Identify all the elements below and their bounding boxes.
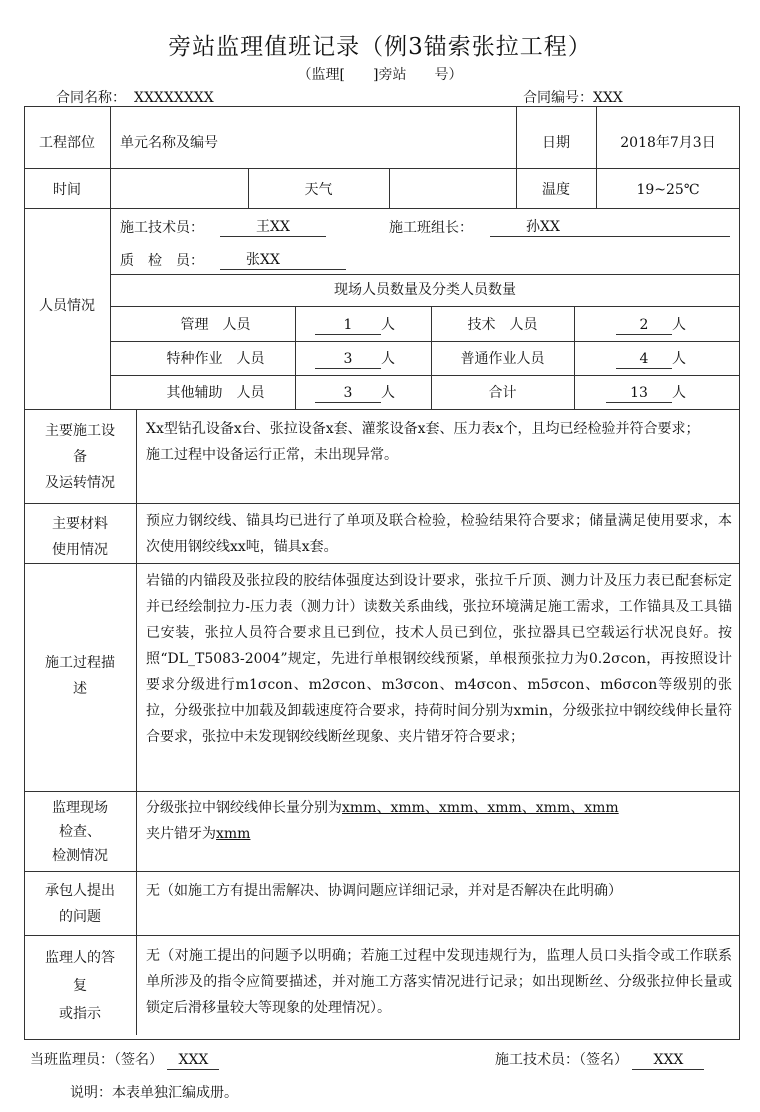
grid-line bbox=[574, 306, 575, 409]
label-line: 承包人提出 bbox=[45, 883, 115, 899]
grid-line bbox=[24, 208, 740, 209]
temperature-label: 温度 bbox=[542, 182, 570, 198]
time-label: 时间 bbox=[53, 182, 81, 198]
date-label: 日期 bbox=[542, 135, 570, 151]
grid-line bbox=[110, 375, 740, 376]
grid-line bbox=[24, 409, 740, 410]
label-line: 备 bbox=[73, 449, 87, 465]
count-value: 3 bbox=[315, 350, 381, 369]
unit-label: 人 bbox=[381, 351, 395, 367]
total-count bbox=[606, 383, 686, 403]
quality-inspector-value: 张XX bbox=[220, 251, 346, 270]
equipment-line-2: 施工过程中设备运行正常，未出现异常。 bbox=[146, 447, 398, 463]
misalignment-prefix: 夹片错牙为 bbox=[146, 826, 216, 842]
equipment-text bbox=[146, 416, 732, 468]
label-line: 监理现场 bbox=[52, 800, 108, 816]
supervisor-reply-text: 无（对施工提出的问题予以明确；若施工过程中发现违规行为，监理人员口头指令或工作联系单所涉及的指令应简要描述，并对施工方落实情况进行记录；如出现断丝、分级张拉伸长量或锁定后滑移量较大等现象的处理情况）。 bbox=[146, 948, 732, 1016]
contract-name bbox=[56, 87, 214, 107]
count-value: 3 bbox=[315, 384, 381, 403]
inspection-line-2 bbox=[146, 821, 732, 847]
unit-name-label: 单元名称及编号 bbox=[120, 135, 218, 151]
grid-line bbox=[389, 168, 390, 208]
date-value: 2018年7月3日 bbox=[620, 135, 716, 151]
general-operation-count bbox=[616, 349, 686, 369]
grid-line bbox=[24, 168, 740, 169]
total-label: 合计 bbox=[488, 385, 517, 401]
unit-label: 人 bbox=[672, 351, 686, 367]
grid-line bbox=[110, 306, 740, 307]
label-line: 监理人的答 bbox=[45, 950, 115, 966]
equipment-line-1: Xx型钻孔设备x台、张拉设备x套、灌浆设备x套、压力表x个，且均已经检验并符合要求； bbox=[146, 421, 700, 437]
label-line: 述 bbox=[73, 681, 87, 697]
label-line: 主要施工设 bbox=[45, 423, 115, 439]
count-value: 1 bbox=[315, 316, 381, 335]
contractor-issues-text: 无（如施工方有提出需解决、协调问题应详细记录，并对是否解决在此明确） bbox=[146, 883, 622, 899]
grid-line bbox=[110, 274, 740, 275]
construction-tech-label: 施工技术员： bbox=[120, 220, 204, 236]
equipment-label bbox=[24, 418, 136, 496]
inspection-line-1 bbox=[146, 795, 732, 821]
grid-line bbox=[24, 871, 740, 872]
temperature-value: 19~25℃ bbox=[636, 182, 700, 198]
label-line: 检测情况 bbox=[52, 848, 108, 864]
auxiliary-staff-label: 其他辅助 人员 bbox=[166, 385, 265, 401]
page-subtitle: （监理[ ]旁站 号） bbox=[297, 67, 463, 83]
grid-line bbox=[24, 563, 740, 564]
unit-label: 人 bbox=[381, 385, 395, 401]
grid-line bbox=[24, 791, 740, 792]
grid-line bbox=[24, 935, 740, 936]
duty-supervisor-value: XXX bbox=[167, 1051, 219, 1070]
unit-label: 人 bbox=[672, 385, 686, 401]
label-line: 的问题 bbox=[59, 909, 101, 925]
construction-tech-value: 王XX bbox=[220, 218, 326, 237]
contract-name-label: 合同名称： bbox=[56, 90, 126, 106]
grid-line bbox=[110, 106, 111, 409]
auxiliary-staff-count bbox=[315, 383, 395, 403]
label-line: 施工过程描 bbox=[45, 655, 115, 671]
construction-tech-signature bbox=[495, 1050, 704, 1070]
inspection-text bbox=[146, 795, 732, 847]
contract-name-value: XXXXXXXX bbox=[134, 90, 214, 106]
contractor-issues-label bbox=[24, 878, 136, 930]
elongation-values: xmm、xmm、xmm、xmm、xmm、xmm bbox=[342, 800, 619, 816]
footnote: 说明：本表单独汇编成册。 bbox=[70, 1085, 238, 1101]
label-line: 或指示 bbox=[59, 1006, 101, 1022]
grid-line bbox=[295, 306, 296, 409]
process-label bbox=[24, 650, 136, 702]
grid-line bbox=[24, 503, 740, 504]
project-part-label: 工程部位 bbox=[39, 135, 95, 151]
technical-staff-count bbox=[616, 315, 686, 335]
team-leader-value: 孙XX bbox=[490, 218, 730, 237]
duty-supervisor-signature bbox=[30, 1050, 219, 1070]
misalignment-value: xmm bbox=[216, 826, 251, 842]
page-title: 旁站监理值班记录（例3锚索张拉工程） bbox=[168, 34, 592, 60]
personnel-count-header: 现场人员数量及分类人员数量 bbox=[334, 282, 516, 298]
label-line: 及运转情况 bbox=[45, 475, 115, 491]
duty-supervisor-label: 当班监理员：（签名） bbox=[30, 1052, 163, 1068]
count-value: 13 bbox=[606, 384, 672, 403]
inspection-label bbox=[24, 796, 136, 868]
technical-staff-label: 技术 人员 bbox=[467, 317, 538, 333]
count-value: 4 bbox=[616, 350, 672, 369]
contract-number-label: 合同编号： bbox=[523, 90, 593, 106]
materials-label bbox=[24, 511, 136, 563]
label-line: 复 bbox=[73, 978, 87, 994]
management-staff-label: 管理 人员 bbox=[180, 317, 251, 333]
personnel-label: 人员情况 bbox=[39, 298, 95, 314]
count-value: 2 bbox=[616, 316, 672, 335]
supervisor-reply-label bbox=[24, 944, 136, 1028]
construction-tech-sign-label: 施工技术员：（签名） bbox=[495, 1052, 628, 1068]
weather-label: 天气 bbox=[304, 182, 333, 198]
label-line: 检查、 bbox=[59, 824, 101, 840]
process-text: 岩锚的内锚段及张拉段的胶结体强度达到设计要求，张拉千斤顶、测力计及压力表已配套标定并已经绘制拉力-压力表（测力计）读数关系曲线，张拉环境满足施工需求，工作锚具及工具锚已安装，张拉人员符合要求且已到位，技术人员已到位，张拉器具已空载运行状况良好。按照“DL_T5083-2004”规定，先进行单根钢绞线预紧，单根预张拉力为0.2σcon，再按照设计要求分级进行m1σcon、m2σcon、m3σcon、m4σcon、m5σcon、m6σcon等级别的张拉，分级张拉中加载及卸载速度符合要求，持荷时间分别为xmin，分级张拉中钢绞线伸长量符合要求，张拉中未发现钢绞线断丝现象、夹片错牙符合要求； bbox=[146, 573, 732, 745]
contract-number-value: XXX bbox=[593, 90, 623, 106]
label-line: 使用情况 bbox=[52, 542, 108, 558]
general-operation-label: 普通作业人员 bbox=[460, 351, 545, 367]
grid-line bbox=[110, 341, 740, 342]
unit-label: 人 bbox=[672, 317, 686, 333]
elongation-prefix: 分级张拉中钢绞线伸长量分别为 bbox=[146, 800, 342, 816]
team-leader-label: 施工班组长： bbox=[389, 220, 473, 236]
construction-tech-sign-value: XXX bbox=[632, 1051, 704, 1070]
label-line: 主要材料 bbox=[52, 516, 108, 532]
unit-label: 人 bbox=[381, 317, 395, 333]
management-staff-count bbox=[315, 315, 395, 335]
quality-inspector-label: 质 检 员： bbox=[120, 253, 204, 269]
materials-text: 预应力钢绞线、锚具均已进行了单项及联合检验，检验结果符合要求；储量满足使用要求，本次使用钢绞线xx吨，锚具x套。 bbox=[146, 513, 732, 555]
grid-line bbox=[136, 409, 137, 1035]
special-operation-count bbox=[315, 349, 395, 369]
special-operation-label: 特种作业 人员 bbox=[166, 351, 265, 367]
contract-number bbox=[523, 87, 623, 107]
